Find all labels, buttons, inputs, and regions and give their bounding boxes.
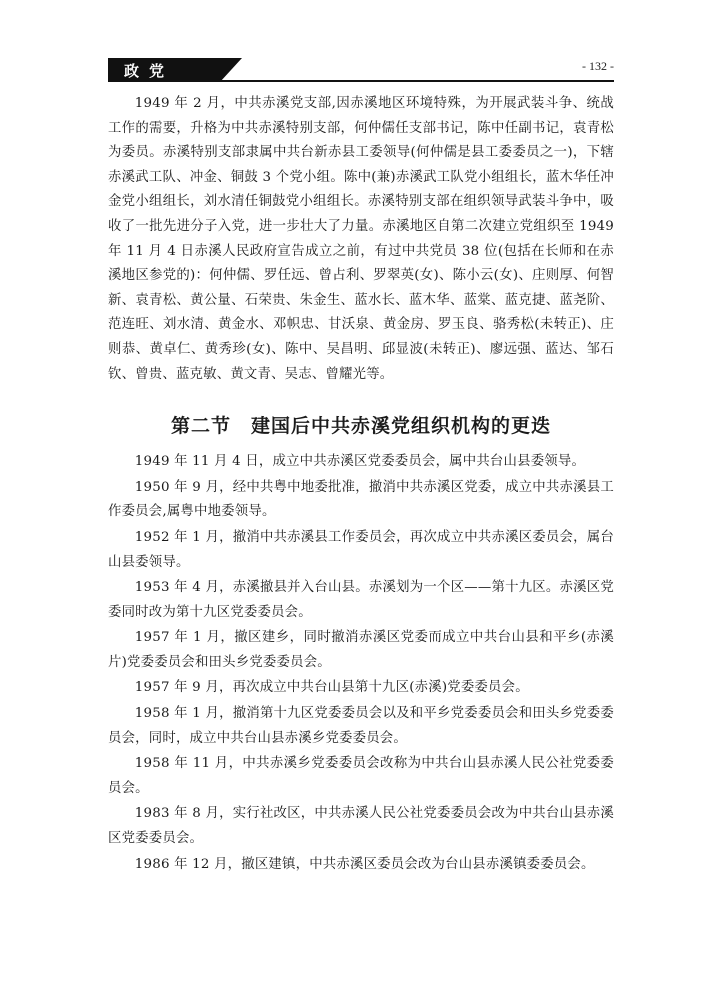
page-body [108,92,614,878]
header-rule [220,80,614,82]
chronology-entry: 1949 年 11 月 4 日，成立中共赤溪区党委委员会，属中共台山县委领导。 [134,454,586,470]
section-heading [108,411,614,438]
chronology-entry: 1952 年 1 月，撤消中共赤溪县工作委员会，再次成立中共赤溪区委员会，属台山县委领导。 [108,529,614,570]
chronology-entry: 1950 年 9 月，经中共粤中地委批准，撤消中共赤溪区党委，成立中共赤溪县工作委员会,属粤中地委领导。 [108,479,614,520]
intro-paragraph: 1949 年 2 月，中共赤溪党支部,因赤溪地区环境特殊，为开展武装斗争、统战工作的需要，升格为中共赤溪特别支部，何仲儒任支部书记，陈中任副书记，袁青松为委员。赤溪特别支部隶属中共台新赤县工委领导(何仲儒是县工委委员之一)，下辖赤溪武工队、冲金、铜鼓 3 个党小组。陈中(兼)赤溪武工队党小组组长，蓝木华任冲金党小组组长，刘水清任铜鼓党小组组长。赤溪特别支部在组织领导武装斗争中，吸收了一批先进分子入党，进一步壮大了力量。赤溪地区自第二次建立党组织至 1949 年 11 月 4 日赤溪人民政府宣告成立之前，有过中共党员 38 位(包括在长师和在赤溪地区参党的)：何仲儒、罗任远、曾占利、罗翠英(女)、陈小云(女)、庄则厚、何智新、袁青松、黄公量、石荣贵、朱金生、蓝水长、蓝木华、蓝棠、蓝克捷、蓝尧阶、范连旺、刘水清、黄金水、邓帜忠、甘沃泉、黄金房、罗玉良、骆秀松(未转正)、庄则恭、黄卓仁、黄秀珍(女)、陈中、吴昌明、邱显波(未转正)、廖远强、蓝达、邹石钦、曾贵、蓝克敏、黄文青、吴志、曾耀光等。 [108,96,614,382]
header-tab [108,58,220,82]
chronology-entry: 1957 年 9 月，再次成立中共台山县第十九区(赤溪)党委委员会。 [134,680,529,696]
section-number: 第二节 [170,415,231,438]
chronology-list [108,450,614,877]
page-header [108,58,614,82]
page-number: - 132 - [582,59,614,73]
chronology-entry: 1958 年 11 月，中共赤溪乡党委委员会改称为中共台山县赤溪人民公社党委委员会。 [108,756,614,796]
section-title: 建国后中共赤溪党组织机构的更迭 [251,415,552,438]
chronology-entry: 1986 年 12 月，撤区建镇，中共赤溪区委员会改为台山县赤溪镇委委员会。 [134,856,595,872]
chapter-title: 政党 [124,62,175,80]
chronology-entry: 1983 年 8 月，实行社改区，中共赤溪人民公社党委委员会改为中共台山县赤溪区党委委员会。 [108,806,614,847]
header-tab-slant [220,58,242,82]
chronology-entry: 1953 年 4 月，赤溪撤县并入台山县。赤溪划为一个区——第十九区。赤溪区党委同时改为第十九区党委委员会。 [108,580,614,620]
chronology-entry: 1957 年 1 月，撤区建乡，同时撤消赤溪区党委而成立中共台山县和平乡(赤溪片)党委委员会和田头乡党委委员会。 [108,630,614,670]
chronology-entry: 1958 年 1 月，撤消第十九区党委委员会以及和平乡党委委员会和田头乡党委委员会，同时，成立中共台山县赤溪乡党委委员会。 [108,706,614,746]
